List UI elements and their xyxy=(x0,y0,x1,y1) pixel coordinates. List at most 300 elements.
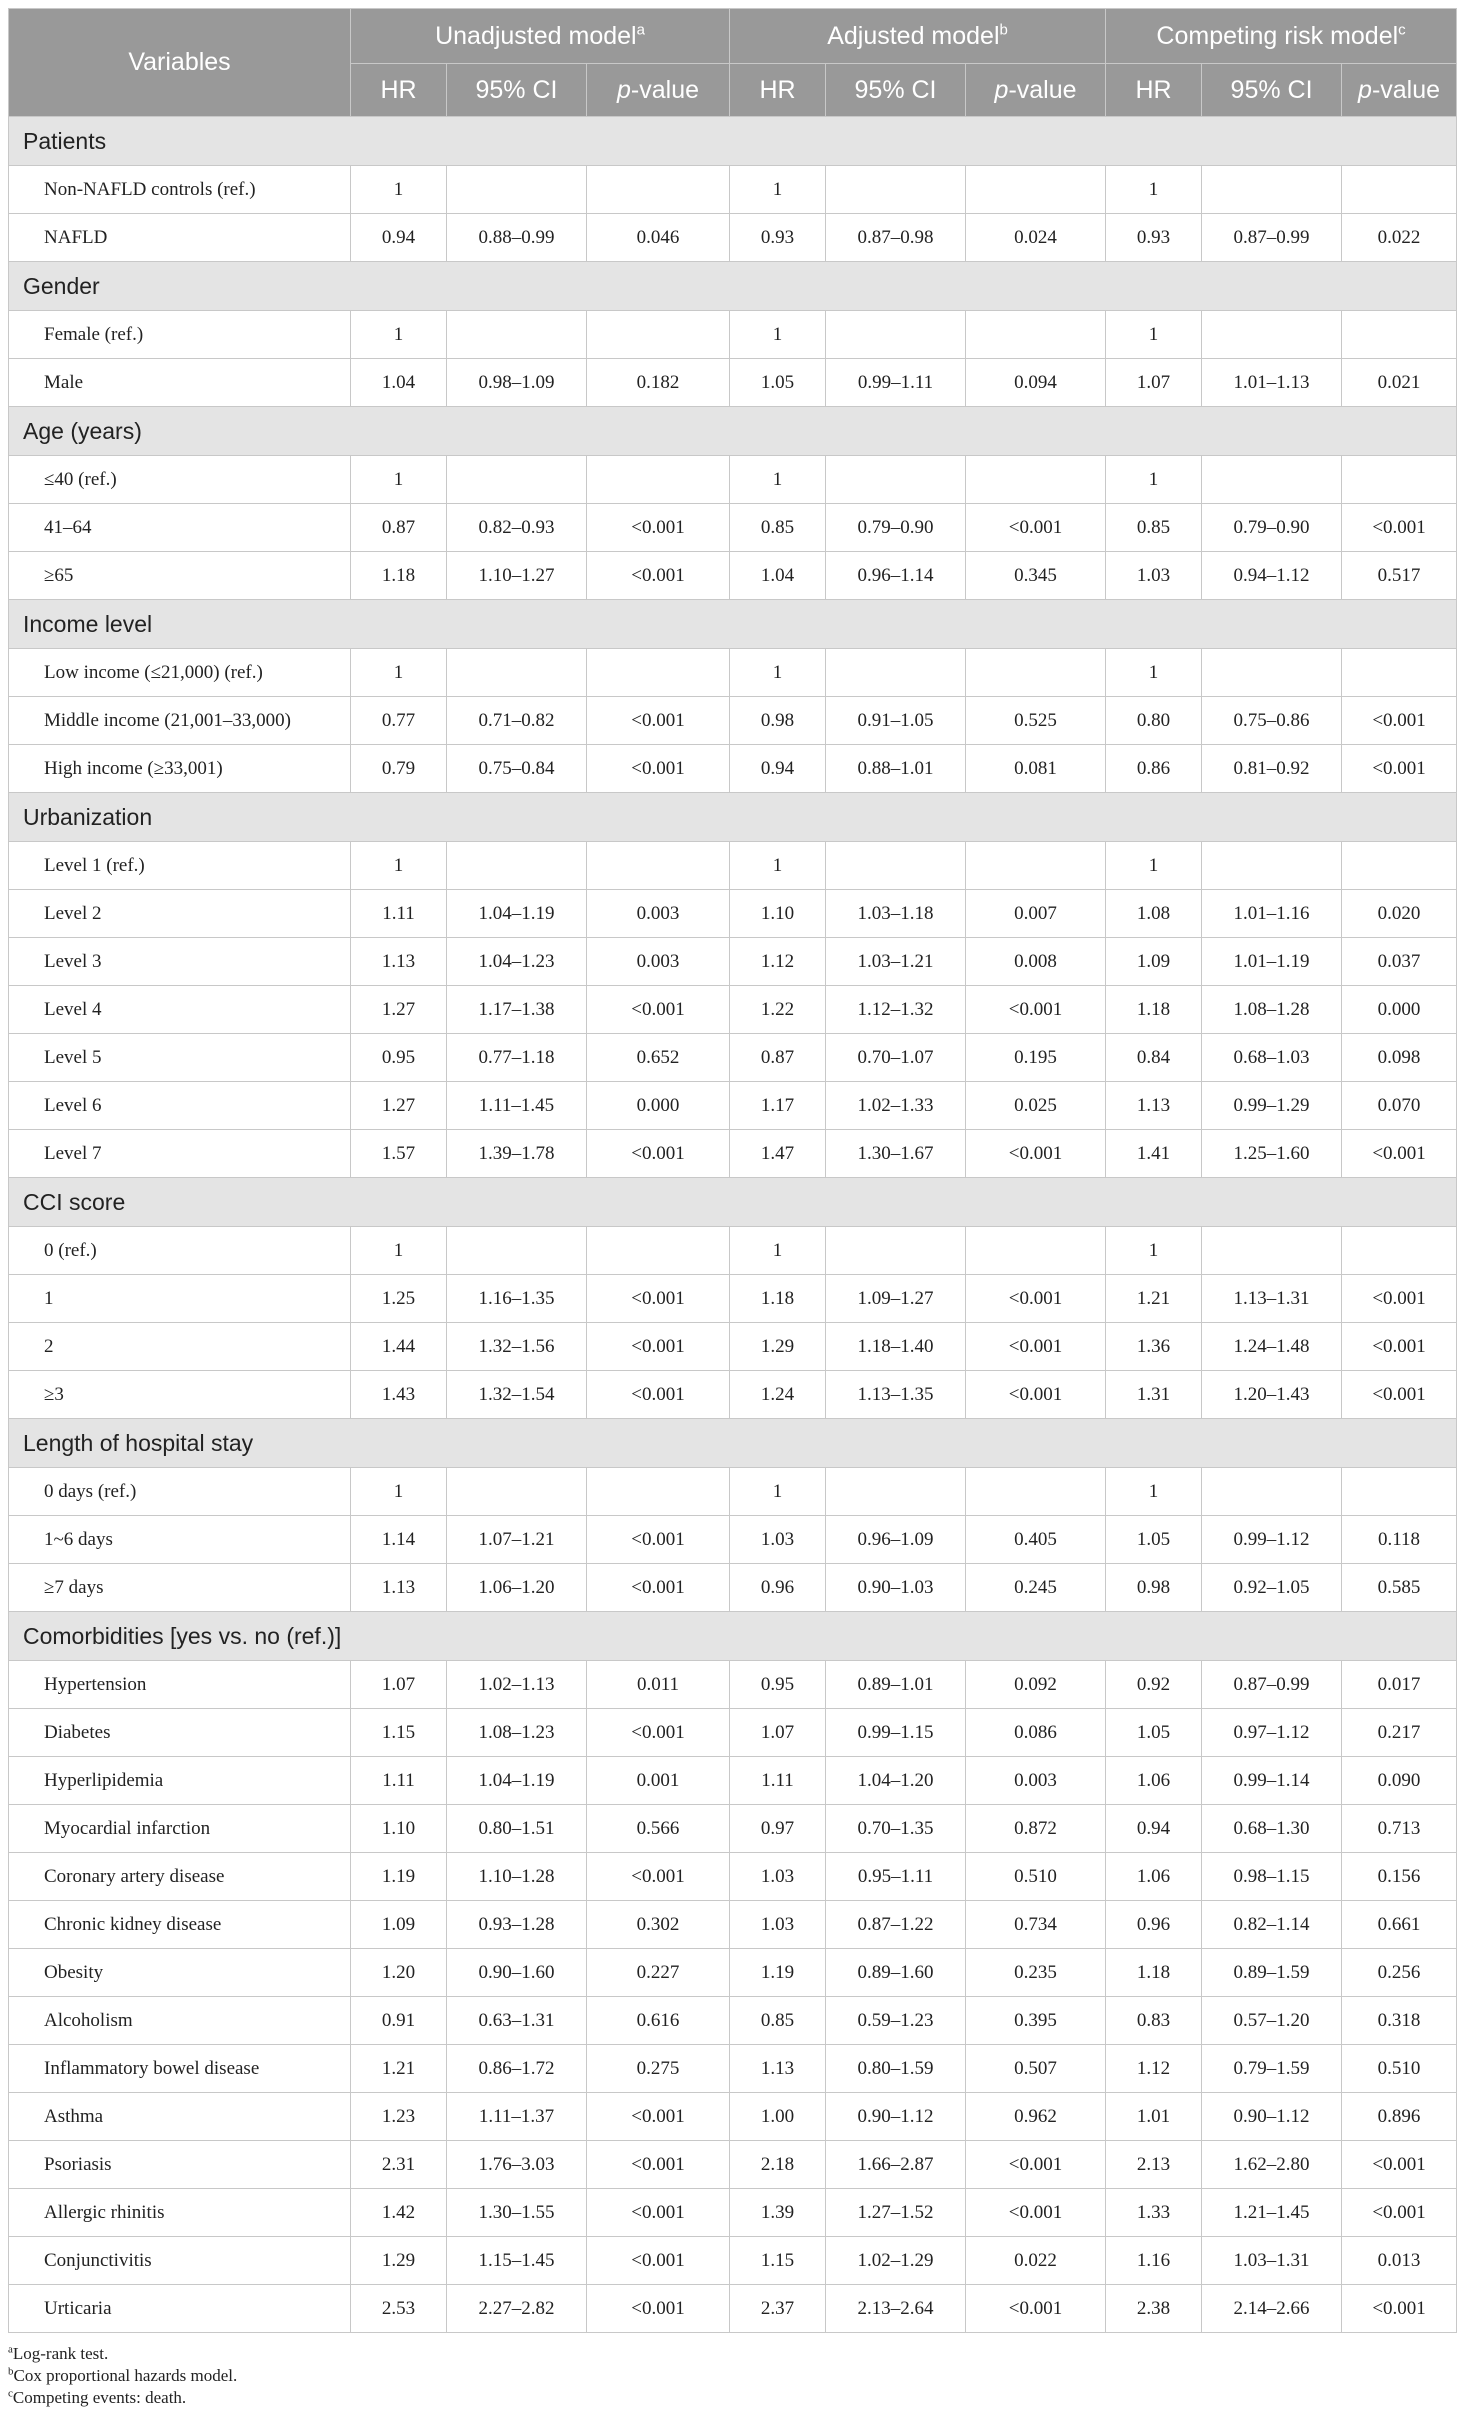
variable-label: Female (ref.) xyxy=(9,311,351,359)
p-value-cell: <0.001 xyxy=(1342,745,1457,793)
p-value-cell: <0.001 xyxy=(1342,1371,1457,1419)
variable-label: High income (≥33,001) xyxy=(9,745,351,793)
table-row xyxy=(9,1371,1457,1419)
table-row xyxy=(9,842,1457,890)
group-title: Gender xyxy=(9,262,1457,311)
hr-cell: 1.09 xyxy=(351,1901,447,1949)
ci-cell: 1.09–1.27 xyxy=(826,1275,966,1323)
p-value-cell: <0.001 xyxy=(587,1323,730,1371)
group-header-row xyxy=(9,1419,1457,1468)
p-value-cell xyxy=(1342,1227,1457,1275)
ci-cell: 1.32–1.56 xyxy=(447,1323,587,1371)
hr-cell: 1.18 xyxy=(1106,986,1202,1034)
ci-cell: 0.90–1.12 xyxy=(1202,2093,1342,2141)
hr-cell: 1.11 xyxy=(730,1757,826,1805)
hr-cell: 0.79 xyxy=(351,745,447,793)
ci-cell xyxy=(826,1227,966,1275)
p-value-cell: <0.001 xyxy=(966,2189,1106,2237)
table-row xyxy=(9,1468,1457,1516)
hr-cell: 0.95 xyxy=(351,1034,447,1082)
p-value-cell: 0.195 xyxy=(966,1034,1106,1082)
hr-cell: 1.57 xyxy=(351,1130,447,1178)
variable-label: Low income (≤21,000) (ref.) xyxy=(9,649,351,697)
ci-cell: 0.68–1.03 xyxy=(1202,1034,1342,1082)
ci-cell: 1.16–1.35 xyxy=(447,1275,587,1323)
hr-cell: 1.13 xyxy=(351,1564,447,1612)
ci-cell: 0.77–1.18 xyxy=(447,1034,587,1082)
table-row xyxy=(9,1709,1457,1757)
hr-cell: 1.47 xyxy=(730,1130,826,1178)
hr-cell: 1.13 xyxy=(730,2045,826,2093)
table-row xyxy=(9,504,1457,552)
hr-cell: 1 xyxy=(351,166,447,214)
ci-cell: 1.11–1.37 xyxy=(447,2093,587,2141)
table-row xyxy=(9,1082,1457,1130)
ci-cell: 0.86–1.72 xyxy=(447,2045,587,2093)
p-value-cell xyxy=(966,456,1106,504)
p-value-cell: 0.182 xyxy=(587,359,730,407)
p-value-cell: <0.001 xyxy=(587,552,730,600)
ci-cell xyxy=(1202,166,1342,214)
ci-cell: 1.10–1.27 xyxy=(447,552,587,600)
p-value-cell: <0.001 xyxy=(1342,2189,1457,2237)
p-value-cell: 0.302 xyxy=(587,1901,730,1949)
p-value-cell: 0.525 xyxy=(966,697,1106,745)
p-value-cell: 0.011 xyxy=(587,1661,730,1709)
group-title: CCI score xyxy=(9,1178,1457,1227)
group-header-row xyxy=(9,117,1457,166)
hr-cell: 0.93 xyxy=(730,214,826,262)
variable-label: Hyperlipidemia xyxy=(9,1757,351,1805)
p-value-cell xyxy=(966,1468,1106,1516)
ci-cell: 1.62–2.80 xyxy=(1202,2141,1342,2189)
p-value-cell: 0.507 xyxy=(966,2045,1106,2093)
p-value-cell: 0.661 xyxy=(1342,1901,1457,1949)
p-value-cell: 0.318 xyxy=(1342,1997,1457,2045)
hr-cell: 0.85 xyxy=(1106,504,1202,552)
ci-cell: 1.08–1.23 xyxy=(447,1709,587,1757)
ci-cell xyxy=(1202,649,1342,697)
table-row xyxy=(9,1034,1457,1082)
p-value-cell: 0.217 xyxy=(1342,1709,1457,1757)
hr-cell: 0.98 xyxy=(1106,1564,1202,1612)
hr-cell: 1.10 xyxy=(730,890,826,938)
table-row xyxy=(9,166,1457,214)
p-value-cell xyxy=(1342,1468,1457,1516)
ci-cell: 1.21–1.45 xyxy=(1202,2189,1342,2237)
variable-label: ≥7 days xyxy=(9,1564,351,1612)
hr-cell: 1 xyxy=(351,456,447,504)
p-value-cell: 0.517 xyxy=(1342,552,1457,600)
hr-cell: 1.11 xyxy=(351,890,447,938)
ci-cell: 0.59–1.23 xyxy=(826,1997,966,2045)
hr-cell: 1 xyxy=(351,1468,447,1516)
table-row xyxy=(9,1130,1457,1178)
p-value-cell: 0.275 xyxy=(587,2045,730,2093)
ci-cell: 0.99–1.11 xyxy=(826,359,966,407)
variable-label: 2 xyxy=(9,1323,351,1371)
ci-cell: 0.87–0.99 xyxy=(1202,1661,1342,1709)
hr-cell: 1.42 xyxy=(351,2189,447,2237)
table-row xyxy=(9,2189,1457,2237)
table-row xyxy=(9,938,1457,986)
ci-column-header: 95% CI xyxy=(447,64,587,117)
p-value-cell: 0.003 xyxy=(587,938,730,986)
hr-cell: 1 xyxy=(351,649,447,697)
hr-cell: 1 xyxy=(730,166,826,214)
p-value-cell: 0.092 xyxy=(966,1661,1106,1709)
hr-cell: 1.23 xyxy=(351,2093,447,2141)
ci-cell: 0.90–1.03 xyxy=(826,1564,966,1612)
table-row xyxy=(9,1997,1457,2045)
p-value-column-header: p-value xyxy=(587,64,730,117)
hr-column-header: HR xyxy=(730,64,826,117)
p-value-cell: 0.022 xyxy=(966,2237,1106,2285)
hr-cell: 1 xyxy=(351,311,447,359)
ci-cell: 0.68–1.30 xyxy=(1202,1805,1342,1853)
p-value-cell: 0.090 xyxy=(1342,1757,1457,1805)
ci-cell: 1.27–1.52 xyxy=(826,2189,966,2237)
hr-column-header: HR xyxy=(351,64,447,117)
ci-cell xyxy=(826,311,966,359)
variable-label: Asthma xyxy=(9,2093,351,2141)
p-value-cell: 0.256 xyxy=(1342,1949,1457,1997)
ci-cell: 0.71–0.82 xyxy=(447,697,587,745)
ci-cell: 1.32–1.54 xyxy=(447,1371,587,1419)
group-header-row xyxy=(9,600,1457,649)
ci-cell xyxy=(447,649,587,697)
ci-cell xyxy=(826,649,966,697)
hr-cell: 1.39 xyxy=(730,2189,826,2237)
p-value-cell: 0.013 xyxy=(1342,2237,1457,2285)
hr-cell: 1.13 xyxy=(351,938,447,986)
p-value-cell: <0.001 xyxy=(587,745,730,793)
hr-cell: 0.84 xyxy=(1106,1034,1202,1082)
ci-cell: 2.14–2.66 xyxy=(1202,2285,1342,2333)
ci-cell xyxy=(1202,311,1342,359)
table-row xyxy=(9,1757,1457,1805)
table-row xyxy=(9,649,1457,697)
hr-cell: 1.29 xyxy=(351,2237,447,2285)
p-value-cell: <0.001 xyxy=(587,504,730,552)
hr-cell: 1.07 xyxy=(1106,359,1202,407)
ci-cell: 1.30–1.55 xyxy=(447,2189,587,2237)
ci-cell: 1.10–1.28 xyxy=(447,1853,587,1901)
table-row xyxy=(9,1853,1457,1901)
hr-cell: 1.18 xyxy=(351,552,447,600)
p-value-cell: <0.001 xyxy=(587,2237,730,2285)
adjusted-model-header: Adjusted model$^b$ xyxy=(730,9,1106,64)
ci-cell xyxy=(447,842,587,890)
hr-cell: 1.36 xyxy=(1106,1323,1202,1371)
ci-cell: 0.89–1.59 xyxy=(1202,1949,1342,1997)
variable-label: Level 4 xyxy=(9,986,351,1034)
hr-cell: 0.94 xyxy=(730,745,826,793)
ci-cell: 0.79–0.90 xyxy=(826,504,966,552)
hr-cell: 1.15 xyxy=(730,2237,826,2285)
hr-cell: 1.05 xyxy=(1106,1516,1202,1564)
variable-label: ≥65 xyxy=(9,552,351,600)
p-value-cell xyxy=(587,649,730,697)
ci-cell: 0.79–1.59 xyxy=(1202,2045,1342,2093)
group-title: Comorbidities [yes vs. no (ref.)] xyxy=(9,1612,1457,1661)
hr-cell: 2.37 xyxy=(730,2285,826,2333)
p-value-column-header: p-value xyxy=(1342,64,1457,117)
table-container xyxy=(8,8,1456,2409)
variable-label: Diabetes xyxy=(9,1709,351,1757)
p-value-cell: 0.734 xyxy=(966,1901,1106,1949)
hr-cell: 0.94 xyxy=(351,214,447,262)
p-value-cell: <0.001 xyxy=(1342,1130,1457,1178)
p-value-cell: 0.017 xyxy=(1342,1661,1457,1709)
ci-cell: 1.02–1.29 xyxy=(826,2237,966,2285)
hr-cell: 0.97 xyxy=(730,1805,826,1853)
hr-cell: 1.15 xyxy=(351,1709,447,1757)
variable-label: Hypertension xyxy=(9,1661,351,1709)
variable-label: Myocardial infarction xyxy=(9,1805,351,1853)
p-value-cell: 0.245 xyxy=(966,1564,1106,1612)
p-value-cell: <0.001 xyxy=(966,1275,1106,1323)
variable-label: Inflammatory bowel disease xyxy=(9,2045,351,2093)
ci-cell: 1.01–1.13 xyxy=(1202,359,1342,407)
p-value-cell: <0.001 xyxy=(1342,1275,1457,1323)
hr-cell: 1 xyxy=(1106,456,1202,504)
p-value-cell xyxy=(587,1468,730,1516)
variable-label: Level 5 xyxy=(9,1034,351,1082)
table-row xyxy=(9,1275,1457,1323)
table-row xyxy=(9,1516,1457,1564)
ci-cell: 0.80–1.59 xyxy=(826,2045,966,2093)
p-value-cell: 0.566 xyxy=(587,1805,730,1853)
p-value-cell xyxy=(1342,842,1457,890)
p-value-cell: 0.070 xyxy=(1342,1082,1457,1130)
p-value-cell: 0.713 xyxy=(1342,1805,1457,1853)
p-value-cell: <0.001 xyxy=(587,2189,730,2237)
p-value-cell: <0.001 xyxy=(587,1564,730,1612)
ci-cell: 0.96–1.09 xyxy=(826,1516,966,1564)
hr-cell: 1.12 xyxy=(730,938,826,986)
p-value-cell: 0.896 xyxy=(1342,2093,1457,2141)
hr-cell: 1.12 xyxy=(1106,2045,1202,2093)
ci-cell: 0.91–1.05 xyxy=(826,697,966,745)
hr-cell: 1.29 xyxy=(730,1323,826,1371)
footnotes xyxy=(8,2343,1456,2409)
ci-cell: 1.01–1.19 xyxy=(1202,938,1342,986)
variable-label: Level 2 xyxy=(9,890,351,938)
ci-cell: 0.81–0.92 xyxy=(1202,745,1342,793)
p-value-cell xyxy=(966,311,1106,359)
group-header-row xyxy=(9,1612,1457,1661)
p-value-cell: 0.227 xyxy=(587,1949,730,1997)
table-row xyxy=(9,745,1457,793)
table-row xyxy=(9,697,1457,745)
hr-cell: 1.10 xyxy=(351,1805,447,1853)
hr-cell: 1.33 xyxy=(1106,2189,1202,2237)
ci-cell: 1.02–1.33 xyxy=(826,1082,966,1130)
p-value-cell: 0.003 xyxy=(966,1757,1106,1805)
ci-cell: 1.30–1.67 xyxy=(826,1130,966,1178)
footnote: $^c$Competing events: death. xyxy=(8,2387,187,2407)
ci-cell: 0.88–1.01 xyxy=(826,745,966,793)
p-value-column-header: p-value xyxy=(966,64,1106,117)
p-value-cell: 0.585 xyxy=(1342,1564,1457,1612)
unadjusted-model-header: Unadjusted model$^a$ xyxy=(351,9,730,64)
p-value-cell: <0.001 xyxy=(966,2285,1106,2333)
hr-cell: 1 xyxy=(730,1468,826,1516)
variable-label: ≤40 (ref.) xyxy=(9,456,351,504)
ci-cell: 1.06–1.20 xyxy=(447,1564,587,1612)
p-value-cell: <0.001 xyxy=(966,1371,1106,1419)
hr-cell: 2.18 xyxy=(730,2141,826,2189)
hr-cell: 1.03 xyxy=(730,1516,826,1564)
ci-cell: 1.07–1.21 xyxy=(447,1516,587,1564)
hr-cell: 1.07 xyxy=(730,1709,826,1757)
p-value-cell: 0.086 xyxy=(966,1709,1106,1757)
hr-cell: 1.22 xyxy=(730,986,826,1034)
ci-cell: 1.25–1.60 xyxy=(1202,1130,1342,1178)
p-value-cell: 0.081 xyxy=(966,745,1106,793)
p-value-cell: 0.616 xyxy=(587,1997,730,2045)
p-value-cell: 0.094 xyxy=(966,359,1106,407)
ci-cell: 0.57–1.20 xyxy=(1202,1997,1342,2045)
hr-cell: 1 xyxy=(351,842,447,890)
table-row xyxy=(9,1227,1457,1275)
p-value-cell: 0.008 xyxy=(966,938,1106,986)
ci-cell: 0.99–1.15 xyxy=(826,1709,966,1757)
p-value-cell: 0.000 xyxy=(1342,986,1457,1034)
ci-cell: 1.02–1.13 xyxy=(447,1661,587,1709)
hr-cell: 1.25 xyxy=(351,1275,447,1323)
variable-label: Obesity xyxy=(9,1949,351,1997)
ci-cell xyxy=(447,166,587,214)
variable-label: 1 xyxy=(9,1275,351,1323)
footnote: $^b$Cox proportional hazards model. xyxy=(8,2365,238,2385)
variable-label: Psoriasis xyxy=(9,2141,351,2189)
p-value-cell: <0.001 xyxy=(1342,697,1457,745)
group-title: Age (years) xyxy=(9,407,1457,456)
ci-cell xyxy=(447,1468,587,1516)
p-value-cell xyxy=(966,842,1106,890)
ci-cell: 0.82–1.14 xyxy=(1202,1901,1342,1949)
ci-cell: 0.87–0.99 xyxy=(1202,214,1342,262)
footnote: $^a$Log-rank test. xyxy=(8,2343,109,2363)
hr-cell: 0.86 xyxy=(1106,745,1202,793)
hr-cell: 1.01 xyxy=(1106,2093,1202,2141)
hr-cell: 0.91 xyxy=(351,1997,447,2045)
p-value-cell: 0.962 xyxy=(966,2093,1106,2141)
hr-cell: 2.13 xyxy=(1106,2141,1202,2189)
p-value-cell: 0.510 xyxy=(966,1853,1106,1901)
group-title: Patients xyxy=(9,117,1457,166)
variable-label: ≥3 xyxy=(9,1371,351,1419)
hr-cell: 1.03 xyxy=(730,1853,826,1901)
p-value-cell: <0.001 xyxy=(587,2093,730,2141)
p-value-cell: 0.046 xyxy=(587,214,730,262)
hr-cell: 1 xyxy=(1106,649,1202,697)
table-row xyxy=(9,986,1457,1034)
p-value-cell: 0.395 xyxy=(966,1997,1106,2045)
hr-cell: 1.06 xyxy=(1106,1757,1202,1805)
hr-column-header: HR xyxy=(1106,64,1202,117)
hr-cell: 0.85 xyxy=(730,504,826,552)
hr-cell: 1.06 xyxy=(1106,1853,1202,1901)
hr-cell: 1.03 xyxy=(1106,552,1202,600)
p-value-cell xyxy=(587,166,730,214)
hr-cell: 1 xyxy=(1106,311,1202,359)
table-header xyxy=(9,9,1457,117)
hr-cell: 0.95 xyxy=(730,1661,826,1709)
ci-cell xyxy=(1202,842,1342,890)
table-row xyxy=(9,1949,1457,1997)
p-value-cell: 0.021 xyxy=(1342,359,1457,407)
ci-cell: 0.99–1.29 xyxy=(1202,1082,1342,1130)
ci-column-header: 95% CI xyxy=(1202,64,1342,117)
ci-cell: 0.98–1.15 xyxy=(1202,1853,1342,1901)
ci-cell: 0.96–1.14 xyxy=(826,552,966,600)
p-value-cell xyxy=(966,1227,1106,1275)
ci-cell: 0.90–1.60 xyxy=(447,1949,587,1997)
ci-cell: 1.20–1.43 xyxy=(1202,1371,1342,1419)
hr-cell: 1.05 xyxy=(1106,1709,1202,1757)
p-value-cell: 0.025 xyxy=(966,1082,1106,1130)
hr-cell: 1.11 xyxy=(351,1757,447,1805)
hr-cell: 1.27 xyxy=(351,986,447,1034)
ci-cell: 0.89–1.01 xyxy=(826,1661,966,1709)
ci-cell xyxy=(447,311,587,359)
variable-label: Urticaria xyxy=(9,2285,351,2333)
ci-cell xyxy=(826,166,966,214)
hr-cell: 1 xyxy=(730,842,826,890)
p-value-cell xyxy=(1342,649,1457,697)
p-value-cell: 0.235 xyxy=(966,1949,1106,1997)
p-value-cell xyxy=(966,166,1106,214)
ci-cell xyxy=(447,1227,587,1275)
hr-cell: 0.98 xyxy=(730,697,826,745)
table-row xyxy=(9,1901,1457,1949)
hr-cell: 2.53 xyxy=(351,2285,447,2333)
hr-cell: 1.27 xyxy=(351,1082,447,1130)
variable-label: NAFLD xyxy=(9,214,351,262)
ci-cell xyxy=(826,1468,966,1516)
p-value-cell xyxy=(1342,311,1457,359)
hr-cell: 1.07 xyxy=(351,1661,447,1709)
hr-cell: 1.44 xyxy=(351,1323,447,1371)
hr-cell: 1.17 xyxy=(730,1082,826,1130)
hr-cell: 1 xyxy=(730,649,826,697)
ci-cell: 0.87–1.22 xyxy=(826,1901,966,1949)
p-value-cell: 0.652 xyxy=(587,1034,730,1082)
table-row xyxy=(9,1805,1457,1853)
variable-label: Level 7 xyxy=(9,1130,351,1178)
p-value-cell: <0.001 xyxy=(1342,2141,1457,2189)
hr-cell: 1.19 xyxy=(351,1853,447,1901)
hr-cell: 1.09 xyxy=(1106,938,1202,986)
p-value-cell: <0.001 xyxy=(587,1275,730,1323)
ci-cell: 1.13–1.35 xyxy=(826,1371,966,1419)
ci-cell: 1.01–1.16 xyxy=(1202,890,1342,938)
hr-cell: 0.85 xyxy=(730,1997,826,2045)
table-row xyxy=(9,311,1457,359)
ci-cell: 0.95–1.11 xyxy=(826,1853,966,1901)
table-row xyxy=(9,214,1457,262)
ci-column-header: 95% CI xyxy=(826,64,966,117)
p-value-cell: <0.001 xyxy=(587,697,730,745)
group-header-row xyxy=(9,793,1457,842)
competing-risk-model-header: Competing risk model$^c$ xyxy=(1106,9,1457,64)
hr-cell: 0.94 xyxy=(1106,1805,1202,1853)
table-row xyxy=(9,2093,1457,2141)
ci-cell xyxy=(1202,456,1342,504)
